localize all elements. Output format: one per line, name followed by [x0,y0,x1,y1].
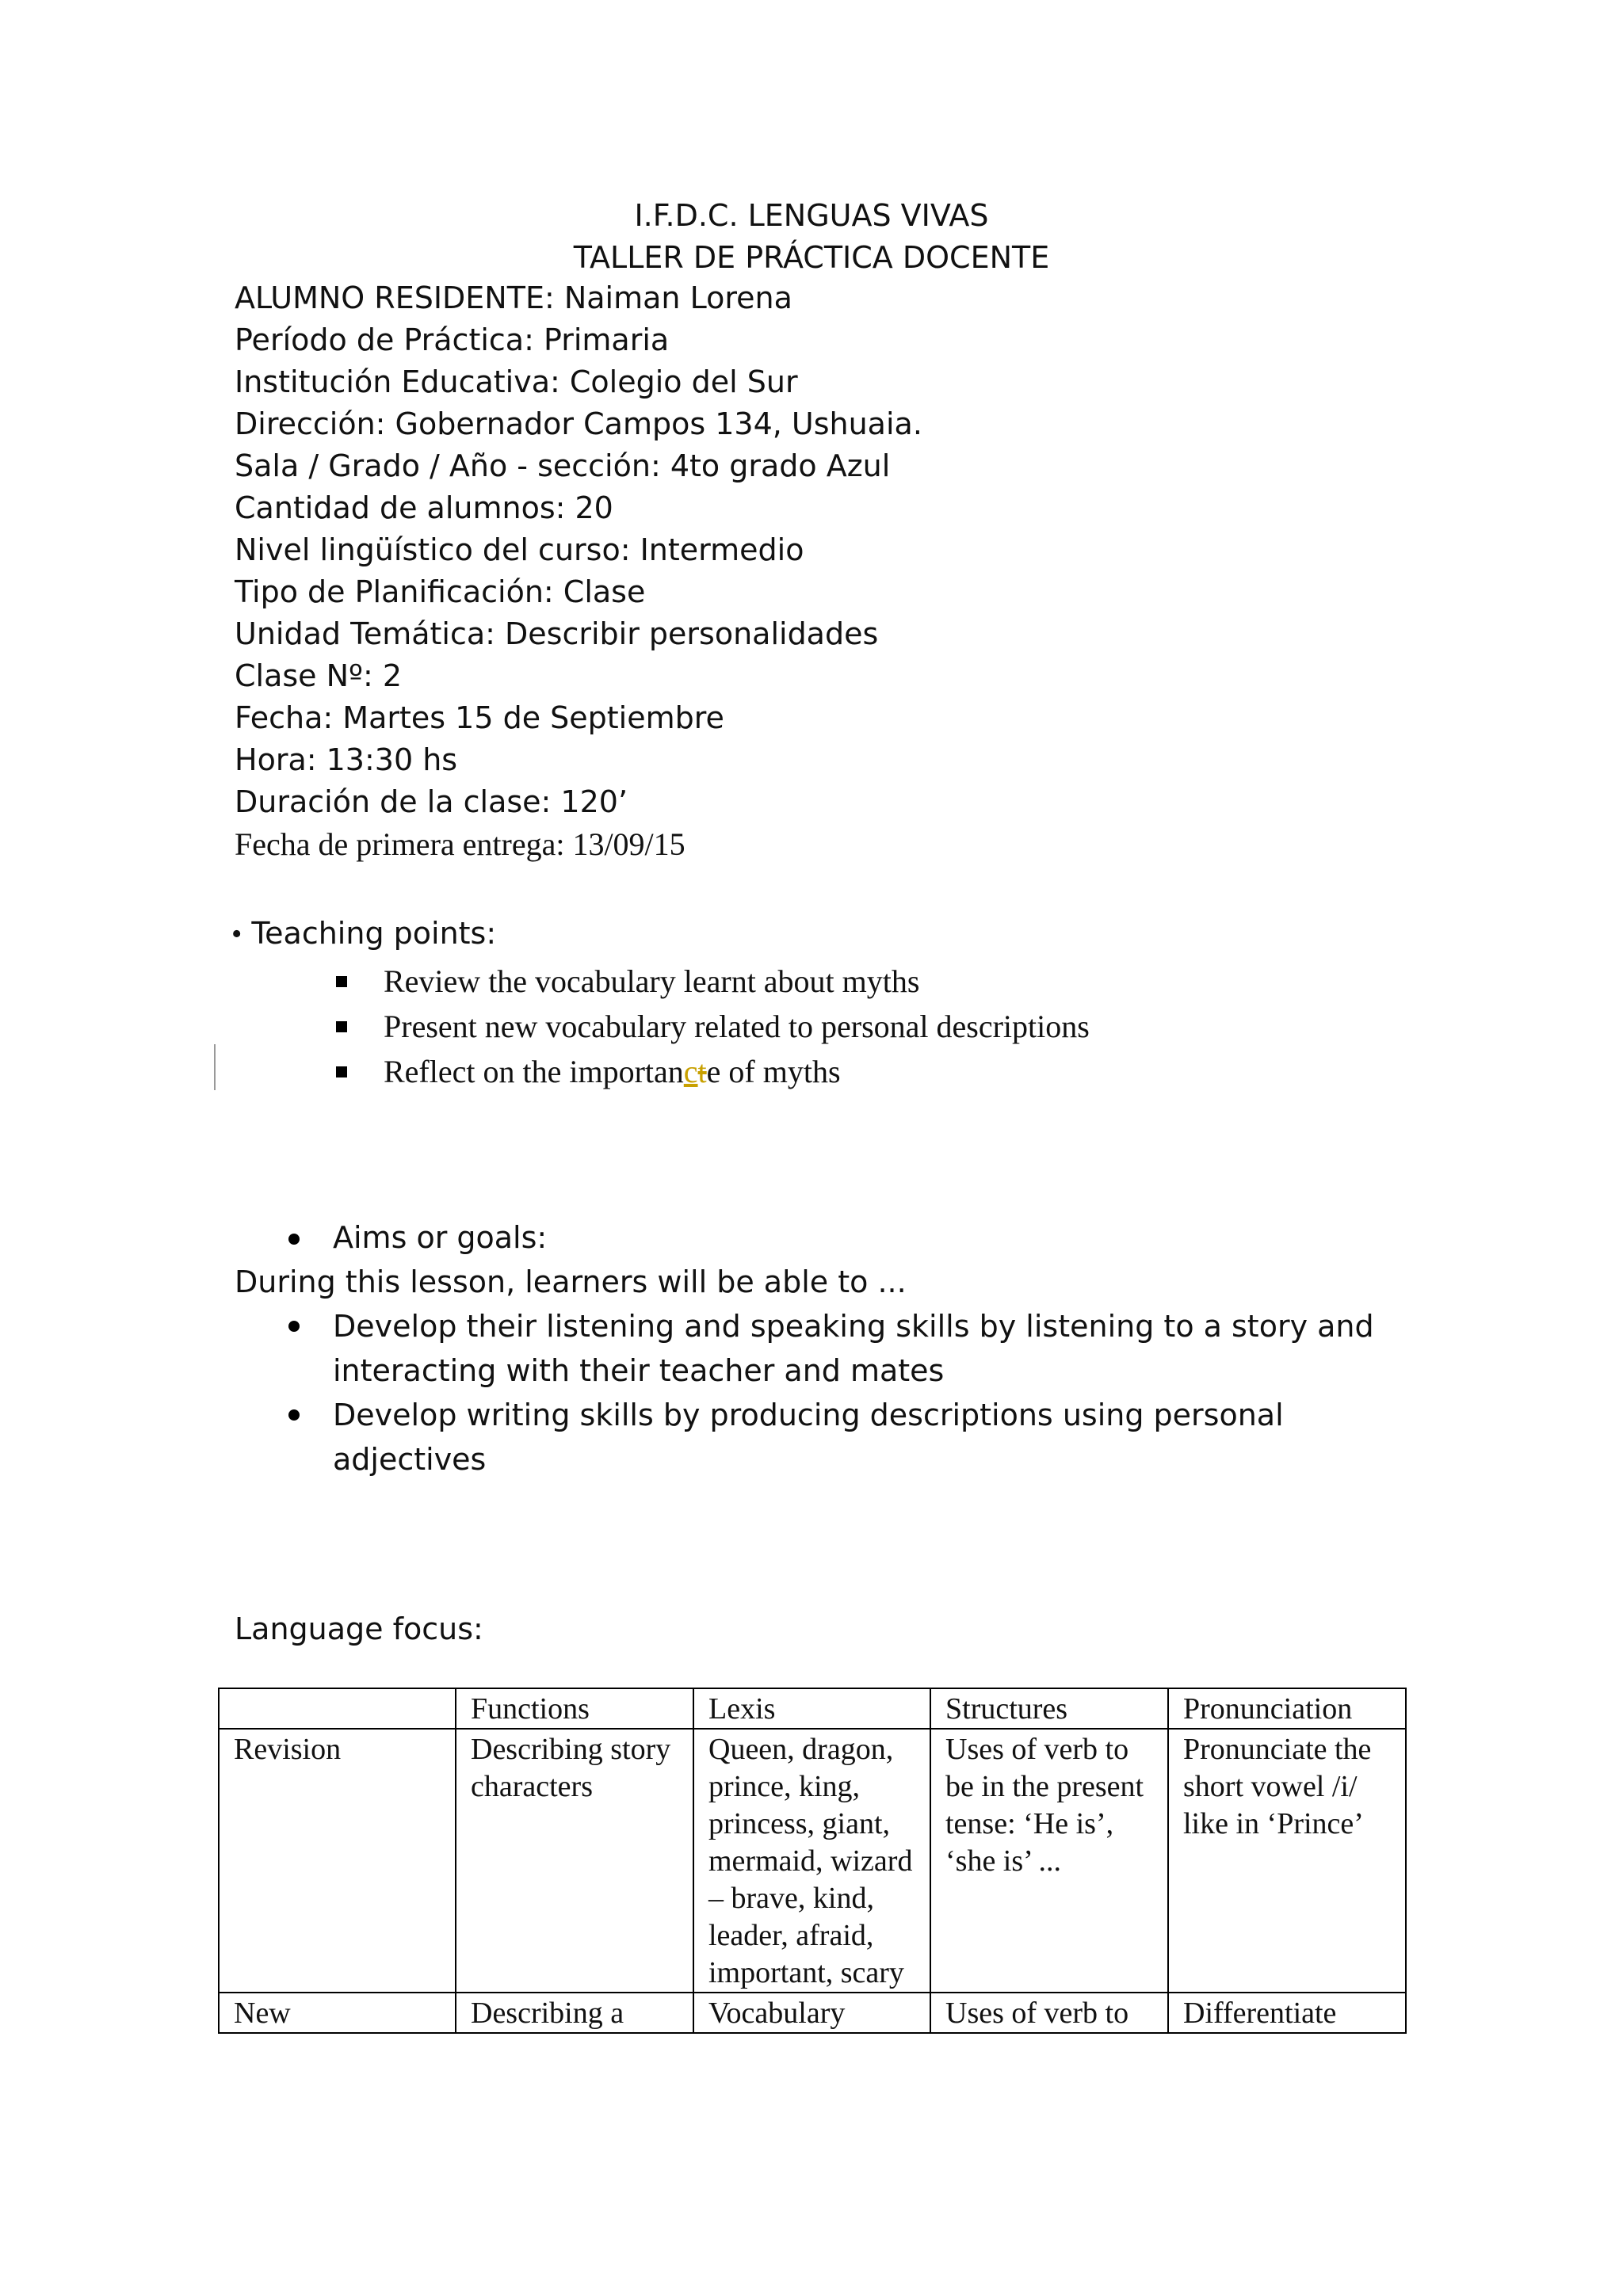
table-cell: Describing story characters [456,1729,693,1993]
table-cell: Uses of verb to [930,1993,1168,2033]
bullet-icon [288,1234,300,1245]
info-institution: Institución Educativa: Colegio del Sur [235,364,798,399]
table-cell: New [219,1993,456,2033]
document-page: I.F.D.C. LENGUAS VIVAS TALLER DE PRÁCTICA DOCENTE ALUMNO RESIDENTE: Naiman Lorena Período de Práctica: Primaria Institución Educativa: Colegio del Sur Dirección: Gobernador Campos 134, Ushuaia. Sala / Grado / Año - sección: 4to grado Azul Cantidad de alumnos: 20 Nivel lingüístico del curso: Intermedio Tipo de Planificación: Clase Unidad Temática: Describir personalidades Clase Nº: 2 Fecha: Martes 15 de Septiembre Hora: 13:30 hs Duración de la clase: 120’ Fecha de primera entrega: 13/09/15 • Teaching points: Review the vocabulary learnt about myths Present new vocabulary related to personal descriptions Reflect on the importancte of myths Aims or goals: During this lesson, learners will be able to ... Develop their listening and speaking skills by listening to a story and interacting with their teacher and mates Develop writing skills by producing descriptions using personal adjectives Language focus: Functions Lexis Structures Pronunciation Revision Describing story characters Queen, dragon, prince, king, princess, giant, mermaid, wizard – brave, kind, leader, afraid, important, scary Uses of verb to be in the present tense: ‘He is’, ‘she is’ ... Pronunciate the short vowel /i/ like in ‘Prince’ New Describing a Vocabulary Uses of verb to Differentiate [0,0,1623,2296]
info-level: Nivel lingüístico del curso: Intermedio [235,532,804,567]
info-block [235,277,922,865]
list-item: Develop writing skills by producing descriptions using personal adjectives [284,1393,1409,1482]
table-cell: Uses of verb to be in the present tense: ‘He is’, ‘she is’ ... [930,1729,1168,1993]
aims-heading: Aims or goals: [284,1217,547,1259]
table-header-cell: Functions [456,1688,693,1729]
info-grade: Sala / Grado / Año - sección: 4to grado Azul [235,448,891,483]
table-cell: Describing a [456,1993,693,2033]
table-cell: Revision [219,1729,456,1993]
info-plan-type: Tipo de Planificación: Clase [235,574,646,609]
list-item: Develop their listening and speaking skills by listening to a story and interacting with their teacher and mates [284,1304,1409,1393]
square-bullet-icon [336,976,347,987]
language-focus-heading: Language focus: [235,1611,483,1646]
table-header-cell: Lexis [693,1688,930,1729]
info-address: Dirección: Gobernador Campos 134, Ushuaia. [235,406,922,441]
header-institution: I.F.D.C. LENGUAS VIVAS [634,198,989,233]
info-time: Hora: 13:30 hs [235,742,458,777]
table-cell: Pronunciate the short vowel /i/ like in ‘Prince’ [1168,1729,1406,1993]
table-row [219,1993,1406,2033]
table-cell: Vocabulary [693,1993,930,2033]
header-workshop: TALLER DE PRÁCTICA DOCENTE [573,240,1050,275]
table-row [219,1729,1406,1993]
aims-intro: During this lesson, learners will be able to ... [235,1264,907,1299]
tracked-change-bar [214,1044,216,1090]
table-cell: Differentiate [1168,1993,1406,2033]
table-header-cell [219,1688,456,1729]
info-first-delivery: Fecha de primera entrega: 13/09/15 [235,826,685,862]
aims-list [284,1304,1409,1482]
table-header-cell: Pronunciation [1168,1688,1406,1729]
bullet-icon: • [231,917,242,951]
language-focus-table [218,1688,1407,2034]
info-date: Fecha: Martes 15 de Septiembre [235,700,724,735]
info-duration: Duración de la clase: 120’ [235,784,628,819]
table-cell: Queen, dragon, prince, king, princess, giant, mermaid, wizard – brave, kind, leader, afraid, important, scary [693,1729,930,1993]
info-students-count: Cantidad de alumnos: 20 [235,490,613,525]
tracked-insertion: c [683,1054,698,1089]
info-period: Período de Práctica: Primaria [235,322,670,357]
tracked-deletion: t [697,1054,707,1089]
square-bullet-icon [336,1021,347,1032]
info-student: ALUMNO RESIDENTE: Naiman Lorena [235,280,792,315]
table-header-cell: Structures [930,1688,1168,1729]
table-header-row [219,1688,1406,1729]
square-bullet-icon [336,1066,347,1077]
teaching-points-heading: • Teaching points: [231,916,497,951]
info-unit: Unidad Temática: Describir personalidades [235,616,879,651]
info-class-number: Clase Nº: 2 [235,658,403,693]
